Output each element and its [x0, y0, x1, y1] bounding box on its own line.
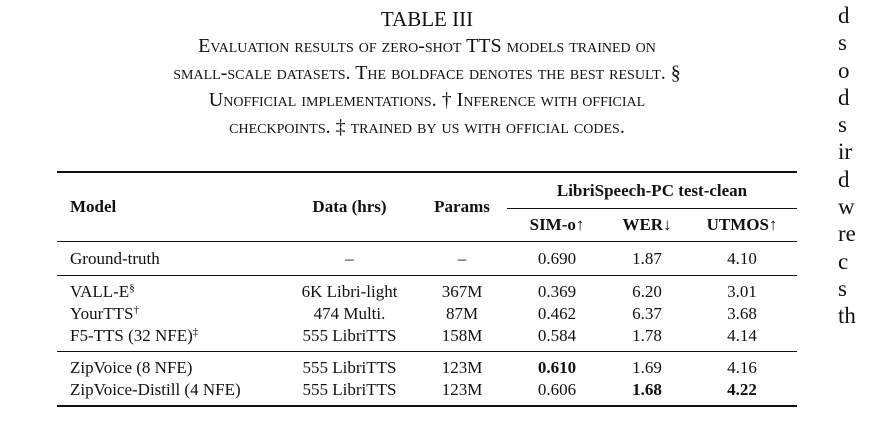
table-row — [57, 242, 797, 276]
cell-data: 6K Libri-light — [282, 276, 417, 304]
cell-sim: 0.606 — [537, 380, 577, 399]
cell-utmos: 4.10 — [687, 242, 797, 276]
side-text-line: re — [838, 221, 856, 247]
cell-wer-best: 1.68 — [632, 380, 662, 399]
header-params: Params — [434, 197, 490, 216]
header-data: Data (hrs) — [312, 197, 387, 216]
caption-line-3: Unofficial implementations. † Inference with official — [208, 89, 646, 111]
cell-utmos: 4.14 — [727, 326, 757, 345]
table-caption — [30, 6, 824, 141]
side-text-line: c — [838, 248, 849, 274]
cell-sim: 0.584 — [537, 326, 577, 345]
footnote-mark: § — [129, 282, 135, 294]
table-row — [57, 379, 797, 406]
cell-data: 555 LibriTTS — [302, 380, 397, 399]
cell-wer: 1.69 — [607, 352, 687, 380]
cell-params: 123M — [417, 352, 507, 380]
cell-model: YourTTS† — [70, 304, 139, 323]
side-text-line: s — [838, 30, 847, 56]
cell-utmos: 3.01 — [687, 276, 797, 304]
side-text-line: o — [838, 57, 850, 83]
cell-sim: 0.690 — [507, 242, 607, 276]
cell-data: – — [282, 242, 417, 276]
side-text-line: d — [838, 166, 850, 192]
cell-model: F5-TTS (32 NFE)‡ — [70, 326, 199, 345]
cell-utmos: 3.68 — [727, 304, 757, 323]
cell-model: VALL-E§ — [57, 276, 282, 304]
cell-model: Ground-truth — [57, 242, 282, 276]
side-text-line: d — [838, 3, 850, 28]
cell-sim: 0.369 — [507, 276, 607, 304]
cell-data: 474 Multi. — [313, 304, 386, 323]
adjacent-column-text — [838, 2, 878, 330]
results-table — [57, 171, 797, 407]
table-row — [57, 325, 797, 352]
table-label: TABLE III — [380, 7, 474, 31]
cell-wer: 6.20 — [607, 276, 687, 304]
side-text-line: s — [838, 112, 847, 138]
side-text-line: ir — [838, 139, 853, 165]
side-text-line: s — [838, 275, 847, 301]
cell-wer: 6.37 — [632, 304, 662, 323]
cell-wer: 1.87 — [607, 242, 687, 276]
side-text-line: w — [838, 194, 855, 220]
caption-line-1: Evaluation results of zero-shot TTS models trained on — [198, 35, 656, 57]
side-text-line: d — [838, 84, 850, 110]
cell-data: 555 LibriTTS — [302, 326, 397, 345]
cell-sim: 0.462 — [537, 304, 577, 323]
caption-line-2: small-scale datasets. The boldface denotes the best result. § — [173, 62, 681, 84]
cell-model: ZipVoice-Distill (4 NFE) — [70, 380, 241, 399]
cell-params: 158M — [441, 326, 483, 345]
side-text-line: th — [838, 303, 856, 329]
cell-utmos: 4.16 — [687, 352, 797, 380]
cell-utmos-best: 4.22 — [727, 380, 757, 399]
cell-params: – — [417, 242, 507, 276]
cell-wer: 1.78 — [632, 326, 662, 345]
header-utmos: UTMOS↑ — [706, 215, 778, 234]
header-group-librispeech: LibriSpeech-PC test-clean — [507, 172, 797, 209]
caption-line-4: checkpoints. ‡ trained by us with official codes. — [229, 116, 625, 138]
header-wer: WER↓ — [622, 215, 672, 234]
cell-params: 87M — [445, 304, 479, 323]
footnote-mark: † — [133, 304, 139, 316]
table-row — [57, 303, 797, 325]
table-row — [57, 276, 797, 304]
cell-sim-best: 0.610 — [507, 352, 607, 380]
header-row — [57, 172, 797, 209]
cell-params: 367M — [417, 276, 507, 304]
header-model: Model — [70, 197, 117, 216]
cell-data: 555 LibriTTS — [282, 352, 417, 380]
table-row — [57, 352, 797, 380]
cell-model: ZipVoice (8 NFE) — [57, 352, 282, 380]
footnote-mark: ‡ — [192, 326, 199, 338]
header-sim: SIM-o↑ — [529, 215, 585, 234]
cell-params: 123M — [441, 380, 483, 399]
